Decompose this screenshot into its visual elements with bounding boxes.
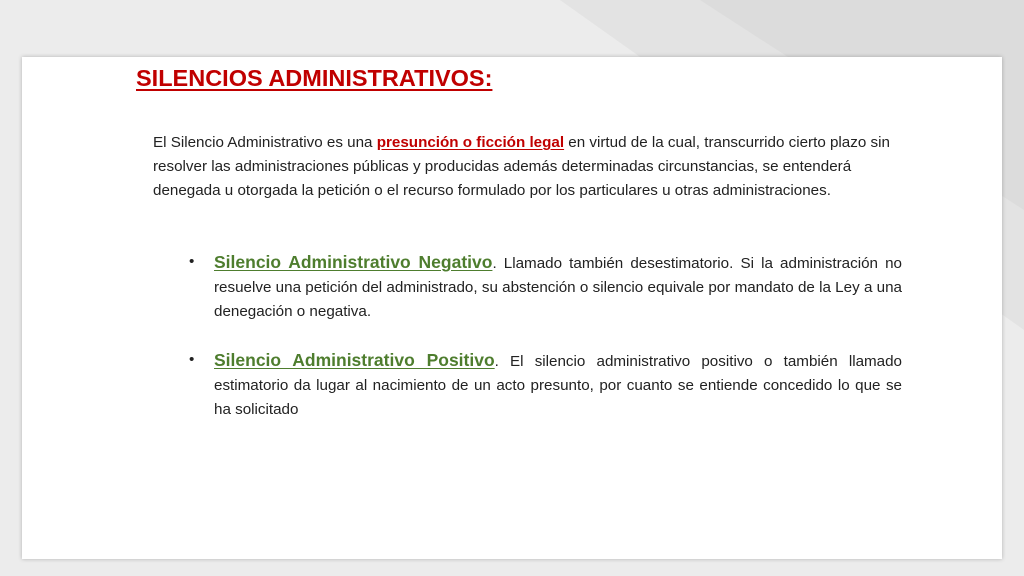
bullet-marker: • — [189, 351, 195, 368]
bullet-text-positivo: . El silencio administrativo positivo o también llamado estimatorio da lugar al nacimiento de un acto presunto, por cuanto se entiende concedido lo que se ha solicitado — [214, 353, 903, 418]
bullet-marker: • — [189, 253, 195, 270]
slide-content — [22, 57, 1002, 559]
intro-paragraph — [153, 131, 893, 203]
bullet-term-positivo: Silencio Administrativo Positivo — [214, 350, 495, 370]
intro-highlight: presunción o ficción legal — [376, 134, 565, 151]
bullet-item-positivo — [189, 348, 903, 422]
bullet-item-negativo — [189, 250, 902, 324]
intro-text-after: en virtud de la cual, transcurrido cierto plazo sin resolver las administraciones públicas y producidas además determinadas circunstancias, se entenderá denegada u otorgada la petición o el recurso formulado por los particulares u otras administraciones. — [153, 134, 890, 199]
intro-text-before: El Silencio Administrativo es una — [153, 134, 377, 151]
slide-title: SILENCIOS ADMINISTRATIVOS: — [136, 65, 493, 91]
bullet-text-negativo: . Llamado también desestimatorio. Si la administración no resuelve una petición del administrado, su abstención o silencio equivale por mandato de la Ley a una denegación o negativa. — [214, 255, 902, 320]
bullet-term-negativo: Silencio Administrativo Negativo — [214, 252, 493, 272]
